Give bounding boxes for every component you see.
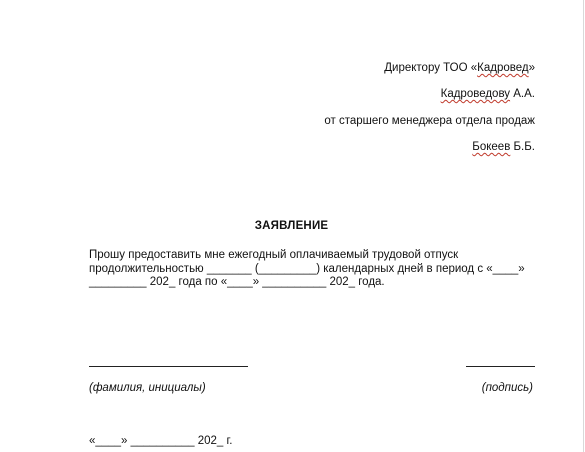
body-line-1: Прошу предоставить мне ежегодный оплачиваемый трудовой отпуск: [89, 249, 459, 261]
application-body: [89, 249, 549, 290]
company-name: Кадровед: [477, 62, 529, 74]
signature-caption: (подпись): [481, 382, 533, 394]
sender-name-line: [472, 140, 535, 154]
document-title: ЗАЯВЛЕНИЕ: [254, 220, 329, 232]
addressee-line: [384, 61, 535, 75]
director-name-line: [441, 87, 535, 101]
addressee-suffix: »: [528, 62, 535, 74]
name-signature-line: [89, 366, 248, 367]
name-caption: (фамилия, инициалы): [89, 382, 206, 394]
addressee-prefix: Директору ТОО «: [384, 62, 478, 74]
sender-surname: Бокеев: [472, 141, 511, 153]
body-line-2: продолжительностью _______ (_________) календарных дней в период с «____»: [89, 262, 525, 275]
body-line-3: _________ 202_ года по «____» __________ 202_ года.: [89, 276, 385, 289]
date-line: «____» __________ 202_ г.: [89, 435, 233, 447]
director-initials: А.А.: [510, 88, 535, 100]
signature-line: [466, 366, 535, 367]
sender-initials: Б.Б.: [510, 141, 535, 153]
director-surname: Кадроведову: [440, 88, 511, 100]
sender-position-line: от старшего менеджера отдела продаж: [324, 115, 535, 127]
